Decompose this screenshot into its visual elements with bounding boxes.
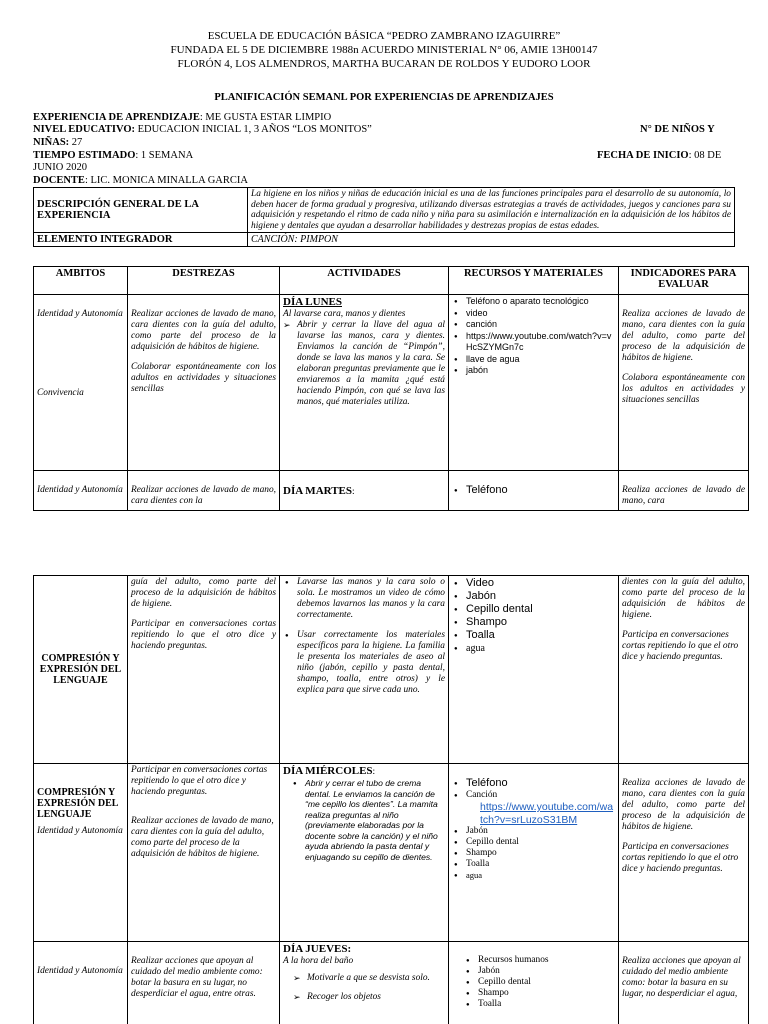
cont-resource: ● Jabón	[452, 590, 615, 603]
miercoles-resource-phone: ● Teléfono	[452, 777, 615, 790]
description-label: DESCRIPCIÓN GENERAL DE LA EXPERIENCIA	[34, 188, 248, 233]
level-value: EDUCACION INICIAL 1, 3 AÑOS “LOS MONITOS”	[135, 124, 372, 135]
girls-value: 27	[69, 137, 83, 148]
table-row-martes	[34, 471, 749, 511]
activities-table-2	[33, 575, 749, 1024]
col-header-actividades: ACTIVIDADES	[280, 267, 449, 295]
martes-ambito: Identidad y Autonomía	[34, 471, 128, 511]
jueves-resource: ● Shampo	[464, 988, 615, 999]
lunes-indicator-1: Realiza acciones de lavado de mano, cara dientes con la guía del adulto, como parte del proceso de la adquisición de hábitos de higiene.	[622, 309, 745, 363]
lunes-indicadores	[619, 295, 749, 471]
table-row-jueves	[34, 942, 749, 1024]
jueves-ambito: Identidad y Autonomía	[34, 942, 128, 1024]
martes-resource: ● Teléfono	[452, 485, 615, 496]
cont-resource: ● Cepillo dental	[452, 603, 615, 616]
miercoles-day-suffix: :	[372, 767, 376, 777]
jueves-act-2: ➢ Recoger los objetos	[293, 992, 445, 1003]
lunes-resource: ● jabón	[452, 365, 615, 377]
miercoles-ambitos	[34, 764, 128, 942]
lunes-resource: ● video	[452, 308, 615, 320]
miercoles-resource: ● agua	[452, 870, 615, 881]
school-name: ESCUELA DE EDUCACIÓN BÁSICA “PEDRO ZAMBRANO IZAGUIRRE”	[207, 30, 561, 42]
miercoles-ambito-1: COMPRESIÓN Y EXPRESIÓN DEL LENGUAJE	[37, 787, 118, 820]
meta-time	[33, 150, 193, 162]
jueves-actividades	[280, 942, 449, 1024]
cont-resource: ● agua	[452, 642, 615, 655]
lunes-resource: ● Teléfono o aparato tecnológico	[452, 296, 615, 308]
miercoles-actividades	[280, 764, 449, 942]
cont-recursos	[449, 576, 619, 764]
integrating-element-label: ELEMENTO INTEGRADOR	[34, 233, 248, 247]
martes-day-title: DÍA MARTES	[283, 485, 352, 497]
miercoles-act: ● Abrir y cerrar el tubo de crema dental. Le enviamos la canción de “me cepillo los dientes”. La mamita realiza preguntas al niño (previamente elaboradas por la docente sobre la canción) y el niño ayuda abriendo la pasta dental y enjuagando su cepillo de dientes.	[291, 778, 445, 862]
experience-value: : ME GUSTA ESTAR LIMPIO	[199, 112, 332, 123]
lunes-act-intro: Al lavarse cara, manos y dientes	[283, 309, 406, 319]
table-row-miercoles	[34, 764, 749, 942]
miercoles-indicator-2: Participa en conversaciones cortas repitiendo lo que el otro dice y haciendo preguntas.	[622, 842, 739, 874]
description-text: La higiene en los niños y niñas de educación inicial es una de las funciones principales para el desarrollo de su autonomía, lo deben hacer de forma gradual y progresiva, utilizando diversas estrategias a través de actividades, juegos y canciones para su adquisición y respetando el ritmo de cada niño y niña para su asimilación e internalización en la adquisición de los hábitos de higiene y dentales que ayudan a desarrollar habilidades y destrezas propias de estas edades.	[248, 188, 735, 233]
cont-ambito: COMPRESIÓN Y EXPRESIÓN DEL LENGUAJE	[34, 576, 128, 764]
time-label: TIEMPO ESTIMADO	[33, 150, 136, 161]
miercoles-resource-song: ● Canción	[452, 790, 615, 801]
miercoles-ambito-2: Identidad y Autonomía	[37, 826, 123, 836]
integrating-element-value: CANCIÓN: PIMPON	[248, 233, 735, 247]
cont-resource: ● Toalla	[452, 629, 615, 642]
jueves-resource: ● Toalla	[464, 999, 615, 1010]
col-header-ambitos: AMBITOS	[34, 267, 128, 295]
cont-destreza-1: guía del adulto, como parte del proceso de la adquisición de hábitos de higiene.	[131, 577, 276, 609]
lunes-destrezas	[128, 295, 280, 471]
lunes-resource: ● llave de agua	[452, 354, 615, 366]
meta-girls	[33, 137, 82, 149]
cont-actividades	[280, 576, 449, 764]
col-header-indicadores: INDICADORES PARA EVALUAR	[619, 267, 749, 295]
cont-destrezas	[128, 576, 280, 764]
jueves-indicator: Realiza acciones que apoyan al cuidado del medio ambiente como: botar la basura en su lugar, no desperdiciar el agua,	[619, 942, 749, 1024]
lunes-destreza-1: Realizar acciones de lavado de mano, cara dientes con la guía del adulto, como parte del proceso de la adquisición de hábitos de higiene.	[131, 309, 276, 352]
start-date-value-2: JUNIO 2020	[33, 162, 87, 173]
lunes-ambito-2: Convivencia	[37, 388, 84, 398]
miercoles-recursos	[449, 764, 619, 942]
jueves-act-1: ➢ Motivarle a que se desvista solo.	[293, 973, 445, 984]
cont-indicadores	[619, 576, 749, 764]
lunes-resource: ● canción	[452, 319, 615, 331]
meta-start-date	[597, 150, 721, 162]
start-date-label: FECHA DE INICIO	[597, 150, 689, 161]
description-table	[33, 187, 735, 247]
experience-label: EXPERIENCIA DE APRENDIZAJE	[33, 112, 200, 123]
level-label: NIVEL EDUCATIVO:	[33, 124, 135, 135]
lunes-ambito-1: Identidad y Autonomía	[37, 309, 123, 319]
miercoles-destreza-2: Realizar acciones de lavado de mano, cara dientes con la guía del adulto, como parte del proceso de la adquisición de hábitos de higiene.	[131, 816, 274, 859]
miercoles-resource: ● Toalla	[452, 859, 615, 870]
miercoles-indicator-1: Realiza acciones de lavado de mano, cara dientes con la guía del adulto, como parte del proceso de la adquisición de hábitos de higiene.	[622, 778, 745, 832]
cont-destreza-2: Participar en conversaciones cortas repitiendo lo que el otro dice y haciendo preguntas.	[131, 619, 276, 651]
miercoles-destrezas	[128, 764, 280, 942]
lunes-act-item: ➢ Abrir y cerrar la llave del agua al lavarse las manos, cara y dientes. Enviamos la canción de “Pimpón”, donde se lava las manos y la cara. Se elaboran preguntas previamente que le enviaremos a la mamita ¿qué está haciendo Pimpón, con qué se lava las manos, qué materiales utiliza.	[283, 320, 445, 408]
lunes-resource-link[interactable]: ● https://www.youtube.com/watch?v=vHcSZYMGn7c	[452, 331, 615, 354]
martes-day-suffix: :	[352, 487, 355, 497]
jueves-resource: ● Recursos humanos	[464, 955, 615, 966]
school-founded: FUNDADA EL 5 DE DICIEMBRE 1988n ACUERDO MINISTERIAL N° 06, AMIE 13H00147	[170, 44, 598, 56]
martes-indicator: Realiza acciones de lavado de mano, cara	[619, 471, 749, 511]
table-row-lunes	[34, 295, 749, 471]
cont-act-1: ● Lavarse las manos y la cara solo o sola. Le mostramos un video de cómo debemos lavarnos las manos y la cara correctamente.	[283, 577, 445, 621]
jueves-day-title: DÍA JUEVES:	[283, 943, 352, 955]
cont-resource: ● Shampo	[452, 616, 615, 629]
teacher-label: DOCENTE	[33, 175, 85, 186]
cont-act-2: ● Usar correctamente los materiales específicos para la higiene. La familia le presenta los materiales de aseo al niño (jabón, cepillo y pasta dental, shampo, toalla, entre otros) y le explica para que sirve cada uno.	[283, 630, 445, 696]
time-value: : 1 SEMANA	[135, 150, 194, 161]
jueves-destreza: Realizar acciones que apoyan al cuidado del medio ambiente como: botar la basura en su lugar, no desperdiciar el agua, entre otras.	[128, 942, 280, 1024]
meta-level	[33, 124, 593, 136]
activities-table-1	[33, 266, 749, 511]
col-header-recursos: RECURSOS Y MATERIALES	[449, 267, 619, 295]
miercoles-resource: ● Shampo	[452, 848, 615, 859]
start-date-value: : 08 DE	[688, 150, 722, 161]
lunes-destreza-2: Colaborar espontáneamente con los adultos en actividades y situaciones sencillas	[131, 362, 276, 394]
martes-actividades	[280, 471, 449, 511]
meta-experience	[33, 112, 593, 124]
col-header-destrezas: DESTREZAS	[128, 267, 280, 295]
jueves-recursos	[449, 942, 619, 1024]
lunes-day-title: DÍA LUNES	[283, 296, 342, 308]
lunes-actividades	[280, 295, 449, 471]
miercoles-indicadores	[619, 764, 749, 942]
cont-resource: ● Video	[452, 577, 615, 590]
lunes-ambitos	[34, 295, 128, 471]
girls-label: NIÑAS:	[33, 137, 70, 148]
martes-destreza: Realizar acciones de lavado de mano, cara dientes con la	[128, 471, 280, 511]
lunes-indicator-2: Colabora espontáneamente con los adultos en actividades y situaciones sencillas	[622, 373, 745, 405]
meta-teacher	[33, 175, 248, 187]
school-address: FLORÓN 4, LOS ALMENDROS, MARTHA BUCARAN DE ROLDOS Y EUDORO LOOR	[177, 58, 591, 70]
teacher-value: : LIC. MONICA MINALLA GARCIA	[84, 175, 248, 186]
document-title: PLANIFICACIÓN SEMANL POR EXPERIENCIAS DE APRENDIZAJES	[214, 92, 554, 103]
children-count-label: N° DE NIÑOS Y	[640, 124, 715, 135]
miercoles-day-title: DÍA MIÉRCOLES	[283, 765, 373, 777]
miercoles-resource: ● Cepillo dental	[452, 837, 615, 848]
martes-recursos	[449, 471, 619, 511]
jueves-act-intro: A la hora del baño	[283, 956, 354, 966]
jueves-resource: ● Cepillo dental	[464, 977, 615, 988]
miercoles-destreza-1: Participar en conversaciones cortas repitiendo lo que el otro dice y haciendo preguntas.	[131, 765, 268, 797]
table-row-martes-cont	[34, 576, 749, 764]
cont-indicator-2: Participa en conversaciones cortas repitiendo lo que el otro dice y haciendo preguntas.	[622, 630, 739, 662]
lunes-recursos	[449, 295, 619, 471]
miercoles-resource: ● Jabón	[452, 826, 615, 837]
jueves-resource: ● Jabón	[464, 966, 615, 977]
cont-indicator-1: dientes con la guía del adulto, como parte del proceso de la adquisición de hábitos de higiene.	[622, 577, 745, 620]
miercoles-resource-link[interactable]: https://www.youtube.com/watch?v=srLuzoS31BM	[480, 801, 614, 826]
